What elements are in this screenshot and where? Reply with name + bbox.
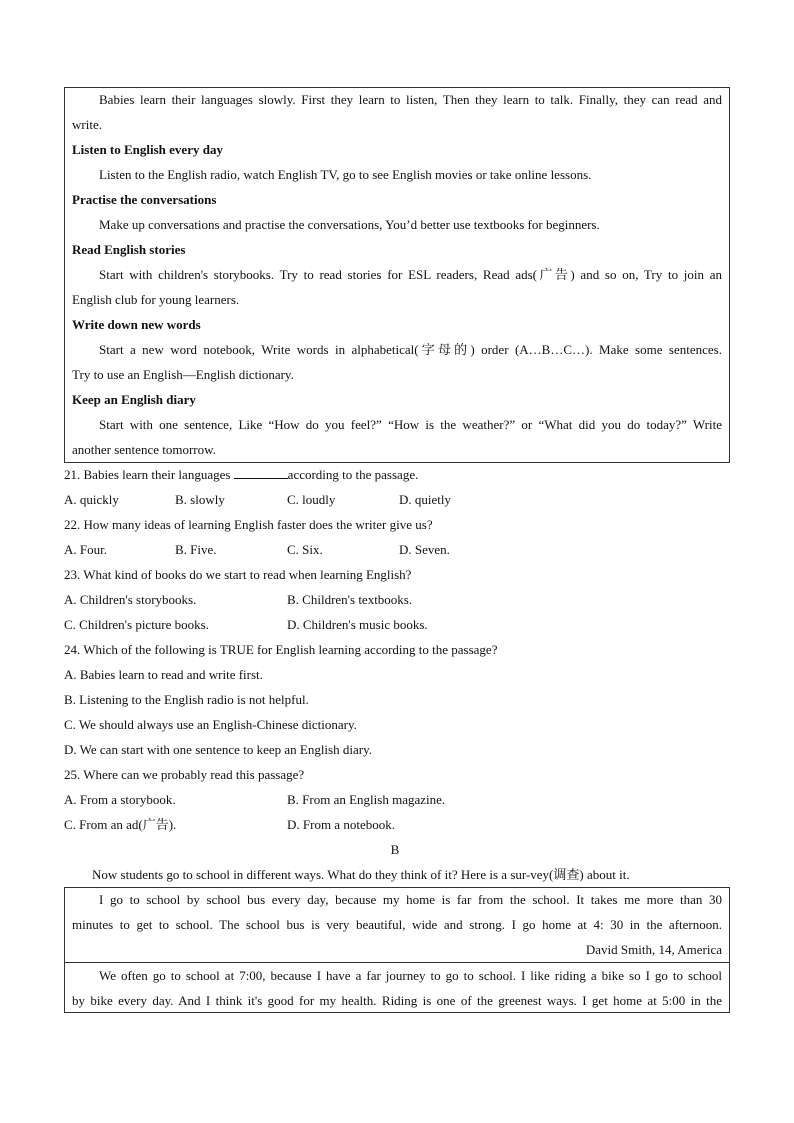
option: B. Five. bbox=[175, 542, 217, 557]
survey-entry-text: I go to school by school bus every day, because my home is far from the school. It takes me more than 30 bbox=[99, 892, 722, 907]
option: D. Children's music books. bbox=[287, 617, 428, 632]
option: A. Four. bbox=[64, 542, 107, 557]
option: A. Children's storybooks. bbox=[64, 592, 197, 607]
section-heading: Listen to English every day bbox=[72, 142, 223, 157]
option: A. From a storybook. bbox=[64, 792, 176, 807]
option: C. Six. bbox=[287, 542, 323, 557]
passage-a-intro-line-2: write. bbox=[72, 117, 102, 132]
option: C. From an ad(广告). bbox=[64, 817, 177, 832]
section-heading: Keep an English diary bbox=[72, 392, 196, 407]
survey-entry-text: minutes to get to school. The school bus is very beautiful, wide and strong. I go home at 4: 30 in the afternoon. bbox=[72, 917, 722, 932]
option: B. slowly bbox=[175, 492, 225, 507]
section-text: Start with one sentence, Like “How do you feel?” “How is the weather?” or “What did you do today?” Write bbox=[99, 417, 722, 432]
option: D. From a notebook. bbox=[287, 817, 395, 832]
question-23-stem: 23. What kind of books do we start to read when learning English? bbox=[64, 567, 412, 582]
question-stem-after: according to the passage. bbox=[287, 467, 419, 482]
survey-entry-author: David Smith, 14, America bbox=[585, 942, 722, 957]
section-text: Listen to the English radio, watch English TV, go to see English movies or take online lessons. bbox=[99, 167, 592, 182]
option: B. Listening to the English radio is not helpful. bbox=[64, 692, 309, 707]
section-b-intro: Now students go to school in different ways. What do they think of it? Here is a sur-vey(调查) about it. bbox=[92, 867, 630, 882]
question-22-stem: 22. How many ideas of learning English faster does the writer give us? bbox=[64, 517, 433, 532]
option: A. quickly bbox=[64, 492, 119, 507]
option: B. From an English magazine. bbox=[287, 792, 446, 807]
section-text: Start with children's storybooks. Try to read stories for ESL readers, Read ads(广告) and so on, Try to join an bbox=[99, 267, 722, 282]
question-25-stem: 25. Where can we probably read this passage? bbox=[64, 767, 305, 782]
section-heading: Write down new words bbox=[72, 317, 201, 332]
option: B. Children's textbooks. bbox=[287, 592, 413, 607]
option: A. Babies learn to read and write first. bbox=[64, 667, 263, 682]
option: C. We should always use an English-Chinese dictionary. bbox=[64, 717, 357, 732]
section-heading: Read English stories bbox=[72, 242, 186, 257]
option: C. loudly bbox=[287, 492, 336, 507]
section-b-label: B bbox=[390, 842, 400, 857]
section-heading: Practise the conversations bbox=[72, 192, 217, 207]
section-text: Try to use an English—English dictionary. bbox=[72, 367, 294, 382]
question-24-stem: 24. Which of the following is TRUE for English learning according to the passage? bbox=[64, 642, 498, 657]
option: D. Seven. bbox=[399, 542, 450, 557]
option: D. We can start with one sentence to keep an English diary. bbox=[64, 742, 372, 757]
answer-blank bbox=[234, 466, 288, 479]
survey-entry-text: We often go to school at 7:00, because I have a far journey to go to school. I like riding a bike so I go to school bbox=[99, 968, 722, 983]
section-text: Start a new word notebook, Write words in alphabetical(字母的) order (A…B…C…). Make some sentences. bbox=[99, 342, 722, 357]
question-21-stem bbox=[64, 466, 418, 484]
section-text: another sentence tomorrow. bbox=[72, 442, 216, 457]
passage-a-intro-line-1: Babies learn their languages slowly. First they learn to listen, Then they learn to talk. Finally, they can read and bbox=[99, 92, 722, 107]
section-text: Make up conversations and practise the conversations, You’d better use textbooks for beginners. bbox=[99, 217, 600, 232]
option: C. Children's picture books. bbox=[64, 617, 209, 632]
section-text: English club for young learners. bbox=[72, 292, 240, 307]
question-stem-before: 21. Babies learn their languages bbox=[64, 467, 231, 482]
survey-divider bbox=[64, 962, 730, 963]
option: D. quietly bbox=[399, 492, 451, 507]
survey-entry-text: by bike every day. And I think it's good for my health. Riding is one of the greenest ways. I get home at 5:00 in the bbox=[72, 993, 722, 1008]
